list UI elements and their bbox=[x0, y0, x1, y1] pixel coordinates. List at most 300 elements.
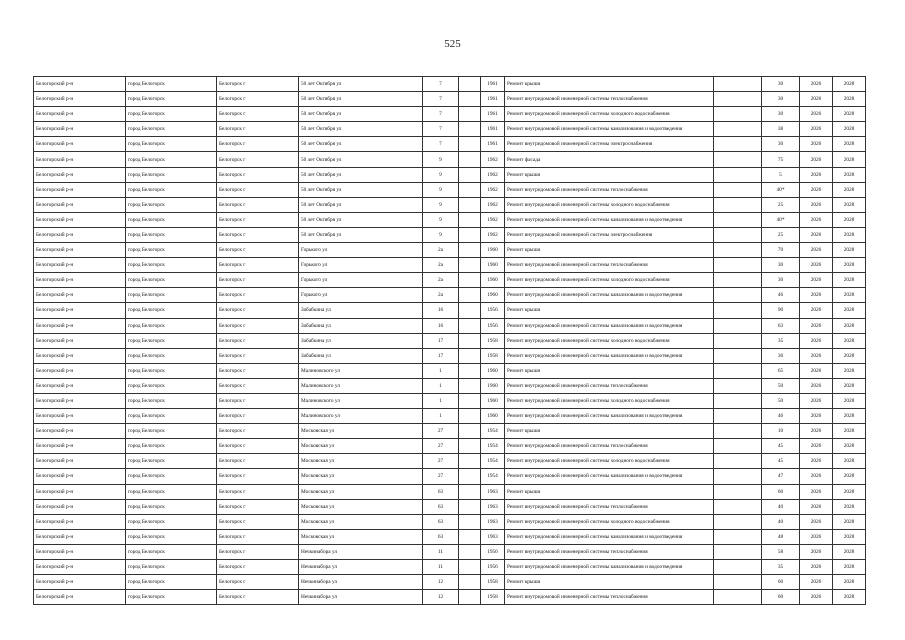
building-cell bbox=[459, 288, 481, 303]
start-year-cell: 2026 bbox=[800, 514, 833, 529]
spacer-cell bbox=[714, 560, 762, 575]
spacer-cell bbox=[714, 333, 762, 348]
building-cell bbox=[459, 514, 481, 529]
wear-percent-cell: 30 bbox=[762, 273, 800, 288]
district-cell: Белогорский р-н bbox=[34, 197, 126, 212]
house-number-cell: 9 bbox=[423, 197, 459, 212]
end-year-cell: 2028 bbox=[833, 197, 866, 212]
municipality-cell: город Белогорск bbox=[126, 544, 217, 559]
district-cell: Белогорский р-н bbox=[34, 529, 126, 544]
municipality-cell: город Белогорск bbox=[126, 77, 217, 92]
end-year-cell: 2028 bbox=[833, 454, 866, 469]
house-number-cell: 7 bbox=[423, 92, 459, 107]
table-row bbox=[34, 333, 866, 348]
locality-cell: Белогорск г bbox=[217, 137, 299, 152]
district-cell: Белогорский р-н bbox=[34, 182, 126, 197]
wear-percent-cell: 45 bbox=[762, 454, 800, 469]
spacer-cell bbox=[714, 258, 762, 273]
spacer-cell bbox=[714, 499, 762, 514]
year-cell: 1961 bbox=[481, 77, 505, 92]
street-cell: 50 лет Октября ул bbox=[299, 167, 423, 182]
street-cell: Горького ул bbox=[299, 258, 423, 273]
building-cell bbox=[459, 258, 481, 273]
locality-cell: Белогорск г bbox=[217, 424, 299, 439]
end-year-cell: 2028 bbox=[833, 77, 866, 92]
municipality-cell: город Белогорск bbox=[126, 182, 217, 197]
year-cell: 1963 bbox=[481, 514, 505, 529]
street-cell: Московская ул bbox=[299, 424, 423, 439]
year-cell: 1962 bbox=[481, 197, 505, 212]
district-cell: Белогорский р-н bbox=[34, 439, 126, 454]
street-cell: Малиновского ул bbox=[299, 393, 423, 408]
municipality-cell: город Белогорск bbox=[126, 514, 217, 529]
end-year-cell: 2028 bbox=[833, 303, 866, 318]
building-cell bbox=[459, 92, 481, 107]
year-cell: 1963 bbox=[481, 529, 505, 544]
locality-cell: Белогорск г bbox=[217, 363, 299, 378]
house-number-cell: 27 bbox=[423, 454, 459, 469]
house-number-cell: 63 bbox=[423, 499, 459, 514]
table-row bbox=[34, 258, 866, 273]
municipality-cell: город Белогорск bbox=[126, 499, 217, 514]
wear-percent-cell: 40* bbox=[762, 212, 800, 227]
house-number-cell: 63 bbox=[423, 484, 459, 499]
house-number-cell: 2а bbox=[423, 243, 459, 258]
work-type-cell: Ремонт внутридомовой инженерной системы холодного водоснабжения bbox=[505, 197, 714, 212]
spacer-cell bbox=[714, 393, 762, 408]
table-row bbox=[34, 363, 866, 378]
district-cell: Белогорский р-н bbox=[34, 288, 126, 303]
building-cell bbox=[459, 590, 481, 605]
street-cell: Московская ул bbox=[299, 454, 423, 469]
district-cell: Белогорский р-н bbox=[34, 575, 126, 590]
locality-cell: Белогорск г bbox=[217, 152, 299, 167]
locality-cell: Белогорск г bbox=[217, 318, 299, 333]
street-cell: 50 лет Октября ул bbox=[299, 182, 423, 197]
repair-schedule-table bbox=[33, 76, 866, 605]
spacer-cell bbox=[714, 590, 762, 605]
locality-cell: Белогорск г bbox=[217, 484, 299, 499]
wear-percent-cell: 30 bbox=[762, 77, 800, 92]
end-year-cell: 2028 bbox=[833, 288, 866, 303]
wear-percent-cell: 90 bbox=[762, 303, 800, 318]
building-cell bbox=[459, 77, 481, 92]
district-cell: Белогорский р-н bbox=[34, 348, 126, 363]
end-year-cell: 2028 bbox=[833, 544, 866, 559]
work-type-cell: Ремонт крыши bbox=[505, 575, 714, 590]
work-type-cell: Ремонт внутридомовой инженерной системы теплоснабжения bbox=[505, 590, 714, 605]
district-cell: Белогорский р-н bbox=[34, 137, 126, 152]
year-cell: 1956 bbox=[481, 544, 505, 559]
spacer-cell bbox=[714, 439, 762, 454]
street-cell: Нечкинабора ул bbox=[299, 575, 423, 590]
locality-cell: Белогорск г bbox=[217, 197, 299, 212]
wear-percent-cell: 40 bbox=[762, 514, 800, 529]
street-cell: Нечкинабора ул bbox=[299, 560, 423, 575]
work-type-cell: Ремонт крыши bbox=[505, 303, 714, 318]
street-cell: Забабкина ул bbox=[299, 318, 423, 333]
locality-cell: Белогорск г bbox=[217, 122, 299, 137]
building-cell bbox=[459, 378, 481, 393]
street-cell: Малиновского ул bbox=[299, 378, 423, 393]
district-cell: Белогорский р-н bbox=[34, 92, 126, 107]
house-number-cell: 1 bbox=[423, 409, 459, 424]
municipality-cell: город Белогорск bbox=[126, 288, 217, 303]
street-cell: 50 лет Октября ул bbox=[299, 122, 423, 137]
district-cell: Белогорский р-н bbox=[34, 212, 126, 227]
work-type-cell: Ремонт внутридомовой инженерной системы холодного водоснабжения bbox=[505, 107, 714, 122]
municipality-cell: город Белогорск bbox=[126, 348, 217, 363]
wear-percent-cell: 25 bbox=[762, 197, 800, 212]
table-row bbox=[34, 77, 866, 92]
work-type-cell: Ремонт внутридомовой инженерной системы теплоснабжения bbox=[505, 182, 714, 197]
end-year-cell: 2028 bbox=[833, 439, 866, 454]
wear-percent-cell: 46 bbox=[762, 409, 800, 424]
wear-percent-cell: 63 bbox=[762, 318, 800, 333]
municipality-cell: город Белогорск bbox=[126, 137, 217, 152]
district-cell: Белогорский р-н bbox=[34, 273, 126, 288]
work-type-cell: Ремонт внутридомовой инженерной системы канализования и водоотведения bbox=[505, 318, 714, 333]
house-number-cell: 1 bbox=[423, 363, 459, 378]
table-row bbox=[34, 378, 866, 393]
year-cell: 1962 bbox=[481, 212, 505, 227]
work-type-cell: Ремонт внутридомовой инженерной системы канализования и водоотведения bbox=[505, 529, 714, 544]
house-number-cell: 63 bbox=[423, 514, 459, 529]
start-year-cell: 2026 bbox=[800, 197, 833, 212]
district-cell: Белогорский р-н bbox=[34, 409, 126, 424]
house-number-cell: 9 bbox=[423, 167, 459, 182]
year-cell: 1963 bbox=[481, 484, 505, 499]
spacer-cell bbox=[714, 137, 762, 152]
year-cell: 1962 bbox=[481, 152, 505, 167]
start-year-cell: 2026 bbox=[800, 243, 833, 258]
house-number-cell: 27 bbox=[423, 424, 459, 439]
municipality-cell: город Белогорск bbox=[126, 303, 217, 318]
wear-percent-cell: 47 bbox=[762, 469, 800, 484]
wear-percent-cell: 65 bbox=[762, 363, 800, 378]
wear-percent-cell: 30 bbox=[762, 137, 800, 152]
table-row bbox=[34, 92, 866, 107]
house-number-cell: 16 bbox=[423, 318, 459, 333]
year-cell: 1961 bbox=[481, 122, 505, 137]
municipality-cell: город Белогорск bbox=[126, 107, 217, 122]
work-type-cell: Ремонт внутридомовой инженерной системы канализования и водоотведения bbox=[505, 560, 714, 575]
work-type-cell: Ремонт крыши bbox=[505, 243, 714, 258]
page-number: 525 bbox=[444, 38, 461, 50]
table-row bbox=[34, 227, 866, 242]
start-year-cell: 2026 bbox=[800, 469, 833, 484]
street-cell: Малиновского ул bbox=[299, 363, 423, 378]
district-cell: Белогорский р-н bbox=[34, 227, 126, 242]
locality-cell: Белогорск г bbox=[217, 243, 299, 258]
table-row bbox=[34, 197, 866, 212]
district-cell: Белогорский р-н bbox=[34, 363, 126, 378]
year-cell: 1960 bbox=[481, 258, 505, 273]
house-number-cell: 63 bbox=[423, 529, 459, 544]
work-type-cell: Ремонт крыши bbox=[505, 167, 714, 182]
municipality-cell: город Белогорск bbox=[126, 197, 217, 212]
year-cell: 1954 bbox=[481, 469, 505, 484]
district-cell: Белогорский р-н bbox=[34, 590, 126, 605]
spacer-cell bbox=[714, 77, 762, 92]
building-cell bbox=[459, 243, 481, 258]
locality-cell: Белогорск г bbox=[217, 288, 299, 303]
street-cell: Московская ул bbox=[299, 529, 423, 544]
year-cell: 1962 bbox=[481, 227, 505, 242]
start-year-cell: 2026 bbox=[800, 288, 833, 303]
end-year-cell: 2028 bbox=[833, 575, 866, 590]
wear-percent-cell: 36 bbox=[762, 348, 800, 363]
year-cell: 1956 bbox=[481, 318, 505, 333]
end-year-cell: 2028 bbox=[833, 182, 866, 197]
spacer-cell bbox=[714, 288, 762, 303]
street-cell: Московская ул bbox=[299, 484, 423, 499]
municipality-cell: город Белогорск bbox=[126, 529, 217, 544]
end-year-cell: 2028 bbox=[833, 152, 866, 167]
start-year-cell: 2026 bbox=[800, 212, 833, 227]
table-row bbox=[34, 243, 866, 258]
wear-percent-cell: 60 bbox=[762, 590, 800, 605]
start-year-cell: 2026 bbox=[800, 378, 833, 393]
spacer-cell bbox=[714, 424, 762, 439]
locality-cell: Белогорск г bbox=[217, 333, 299, 348]
locality-cell: Белогорск г bbox=[217, 544, 299, 559]
table-row bbox=[34, 167, 866, 182]
house-number-cell: 17 bbox=[423, 333, 459, 348]
end-year-cell: 2028 bbox=[833, 122, 866, 137]
work-type-cell: Ремонт внутридомовой инженерной системы канализования и водоотведения bbox=[505, 469, 714, 484]
spacer-cell bbox=[714, 454, 762, 469]
start-year-cell: 2026 bbox=[800, 544, 833, 559]
house-number-cell: 11 bbox=[423, 560, 459, 575]
end-year-cell: 2028 bbox=[833, 107, 866, 122]
municipality-cell: город Белогорск bbox=[126, 590, 217, 605]
wear-percent-cell: 46 bbox=[762, 288, 800, 303]
street-cell: Московская ул bbox=[299, 469, 423, 484]
building-cell bbox=[459, 409, 481, 424]
municipality-cell: город Белогорск bbox=[126, 378, 217, 393]
wear-percent-cell: 58 bbox=[762, 544, 800, 559]
work-type-cell: Ремонт внутридомовой инженерной системы холодного водоснабжения bbox=[505, 393, 714, 408]
municipality-cell: город Белогорск bbox=[126, 212, 217, 227]
locality-cell: Белогорск г bbox=[217, 393, 299, 408]
district-cell: Белогорский р-н bbox=[34, 243, 126, 258]
spacer-cell bbox=[714, 212, 762, 227]
spacer-cell bbox=[714, 197, 762, 212]
spacer-cell bbox=[714, 514, 762, 529]
building-cell bbox=[459, 469, 481, 484]
work-type-cell: Ремонт внутридомовой инженерной системы теплоснабжения bbox=[505, 378, 714, 393]
year-cell: 1954 bbox=[481, 454, 505, 469]
street-cell: Забабкина ул bbox=[299, 303, 423, 318]
year-cell: 1956 bbox=[481, 560, 505, 575]
work-type-cell: Ремонт внутридомовой инженерной системы холодного водоснабжения bbox=[505, 273, 714, 288]
start-year-cell: 2026 bbox=[800, 560, 833, 575]
building-cell bbox=[459, 348, 481, 363]
end-year-cell: 2028 bbox=[833, 393, 866, 408]
street-cell: Горького ул bbox=[299, 273, 423, 288]
work-type-cell: Ремонт внутридомовой инженерной системы холодного водоснабжения bbox=[505, 454, 714, 469]
municipality-cell: город Белогорск bbox=[126, 484, 217, 499]
year-cell: 1954 bbox=[481, 424, 505, 439]
municipality-cell: город Белогорск bbox=[126, 424, 217, 439]
end-year-cell: 2028 bbox=[833, 499, 866, 514]
year-cell: 1958 bbox=[481, 348, 505, 363]
municipality-cell: город Белогорск bbox=[126, 273, 217, 288]
spacer-cell bbox=[714, 544, 762, 559]
street-cell: Горького ул bbox=[299, 288, 423, 303]
house-number-cell: 11 bbox=[423, 544, 459, 559]
spacer-cell bbox=[714, 575, 762, 590]
wear-percent-cell: 35 bbox=[762, 560, 800, 575]
start-year-cell: 2026 bbox=[800, 122, 833, 137]
street-cell: Забабкина ул bbox=[299, 333, 423, 348]
start-year-cell: 2026 bbox=[800, 227, 833, 242]
locality-cell: Белогорск г bbox=[217, 560, 299, 575]
spacer-cell bbox=[714, 318, 762, 333]
building-cell bbox=[459, 575, 481, 590]
district-cell: Белогорский р-н bbox=[34, 258, 126, 273]
building-cell bbox=[459, 484, 481, 499]
street-cell: 50 лет Октября ул bbox=[299, 227, 423, 242]
spacer-cell bbox=[714, 122, 762, 137]
locality-cell: Белогорск г bbox=[217, 409, 299, 424]
district-cell: Белогорский р-н bbox=[34, 77, 126, 92]
locality-cell: Белогорск г bbox=[217, 514, 299, 529]
municipality-cell: город Белогорск bbox=[126, 167, 217, 182]
street-cell: 50 лет Октября ул bbox=[299, 137, 423, 152]
end-year-cell: 2028 bbox=[833, 424, 866, 439]
table-row bbox=[34, 575, 866, 590]
wear-percent-cell: 40* bbox=[762, 182, 800, 197]
spacer-cell bbox=[714, 92, 762, 107]
work-type-cell: Ремонт внутридомовой инженерной системы канализования и водоотведения bbox=[505, 122, 714, 137]
start-year-cell: 2026 bbox=[800, 409, 833, 424]
building-cell bbox=[459, 212, 481, 227]
building-cell bbox=[459, 107, 481, 122]
district-cell: Белогорский р-н bbox=[34, 469, 126, 484]
year-cell: 1954 bbox=[481, 439, 505, 454]
work-type-cell: Ремонт внутридомовой инженерной системы канализования и водоотведения bbox=[505, 288, 714, 303]
table-row bbox=[34, 409, 866, 424]
start-year-cell: 2026 bbox=[800, 92, 833, 107]
building-cell bbox=[459, 197, 481, 212]
house-number-cell: 7 bbox=[423, 137, 459, 152]
table-row bbox=[34, 273, 866, 288]
building-cell bbox=[459, 454, 481, 469]
work-type-cell: Ремонт внутридомовой инженерной системы холодного водоснабжения bbox=[505, 333, 714, 348]
building-cell bbox=[459, 273, 481, 288]
wear-percent-cell: 10 bbox=[762, 424, 800, 439]
work-type-cell: Ремонт крыши bbox=[505, 77, 714, 92]
spacer-cell bbox=[714, 303, 762, 318]
end-year-cell: 2028 bbox=[833, 560, 866, 575]
start-year-cell: 2026 bbox=[800, 439, 833, 454]
building-cell bbox=[459, 393, 481, 408]
building-cell bbox=[459, 439, 481, 454]
table-row bbox=[34, 544, 866, 559]
start-year-cell: 2026 bbox=[800, 333, 833, 348]
spacer-cell bbox=[714, 243, 762, 258]
start-year-cell: 2026 bbox=[800, 499, 833, 514]
spacer-cell bbox=[714, 529, 762, 544]
start-year-cell: 2026 bbox=[800, 590, 833, 605]
start-year-cell: 2026 bbox=[800, 393, 833, 408]
building-cell bbox=[459, 227, 481, 242]
start-year-cell: 2026 bbox=[800, 167, 833, 182]
district-cell: Белогорский р-н bbox=[34, 152, 126, 167]
locality-cell: Белогорск г bbox=[217, 454, 299, 469]
house-number-cell: 7 bbox=[423, 77, 459, 92]
work-type-cell: Ремонт внутридомовой инженерной системы электроснабжения bbox=[505, 227, 714, 242]
work-type-cell: Ремонт крыши bbox=[505, 424, 714, 439]
table-row bbox=[34, 469, 866, 484]
end-year-cell: 2028 bbox=[833, 378, 866, 393]
district-cell: Белогорский р-н bbox=[34, 424, 126, 439]
spacer-cell bbox=[714, 227, 762, 242]
table-row bbox=[34, 182, 866, 197]
house-number-cell: 9 bbox=[423, 182, 459, 197]
start-year-cell: 2026 bbox=[800, 318, 833, 333]
municipality-cell: город Белогорск bbox=[126, 469, 217, 484]
start-year-cell: 2026 bbox=[800, 107, 833, 122]
start-year-cell: 2026 bbox=[800, 303, 833, 318]
wear-percent-cell: 75 bbox=[762, 152, 800, 167]
start-year-cell: 2026 bbox=[800, 348, 833, 363]
district-cell: Белогорский р-н bbox=[34, 378, 126, 393]
table-row bbox=[34, 318, 866, 333]
start-year-cell: 2026 bbox=[800, 575, 833, 590]
end-year-cell: 2028 bbox=[833, 273, 866, 288]
municipality-cell: город Белогорск bbox=[126, 318, 217, 333]
building-cell bbox=[459, 529, 481, 544]
building-cell bbox=[459, 424, 481, 439]
end-year-cell: 2028 bbox=[833, 243, 866, 258]
street-cell: Нечкинабора ул bbox=[299, 544, 423, 559]
building-cell bbox=[459, 182, 481, 197]
building-cell bbox=[459, 499, 481, 514]
year-cell: 1961 bbox=[481, 137, 505, 152]
spacer-cell bbox=[714, 182, 762, 197]
work-type-cell: Ремонт внутридомовой инженерной системы электроснабжения bbox=[505, 137, 714, 152]
year-cell: 1960 bbox=[481, 243, 505, 258]
wear-percent-cell: 38 bbox=[762, 122, 800, 137]
street-cell: Нечкинабора ул bbox=[299, 590, 423, 605]
work-type-cell: Ремонт фасада bbox=[505, 152, 714, 167]
end-year-cell: 2028 bbox=[833, 167, 866, 182]
street-cell: 50 лет Октября ул bbox=[299, 92, 423, 107]
house-number-cell: 2а bbox=[423, 273, 459, 288]
building-cell bbox=[459, 544, 481, 559]
table-row bbox=[34, 529, 866, 544]
start-year-cell: 2026 bbox=[800, 258, 833, 273]
end-year-cell: 2028 bbox=[833, 529, 866, 544]
end-year-cell: 2028 bbox=[833, 333, 866, 348]
end-year-cell: 2028 bbox=[833, 258, 866, 273]
house-number-cell: 2а bbox=[423, 258, 459, 273]
district-cell: Белогорский р-н bbox=[34, 122, 126, 137]
municipality-cell: город Белогорск bbox=[126, 152, 217, 167]
year-cell: 1962 bbox=[481, 182, 505, 197]
district-cell: Белогорский р-н bbox=[34, 107, 126, 122]
locality-cell: Белогорск г bbox=[217, 212, 299, 227]
district-cell: Белогорский р-н bbox=[34, 318, 126, 333]
year-cell: 1960 bbox=[481, 409, 505, 424]
wear-percent-cell: 5 bbox=[762, 167, 800, 182]
work-type-cell: Ремонт внутридомовой инженерной системы холодного водоснабжения bbox=[505, 514, 714, 529]
start-year-cell: 2026 bbox=[800, 454, 833, 469]
building-cell bbox=[459, 318, 481, 333]
